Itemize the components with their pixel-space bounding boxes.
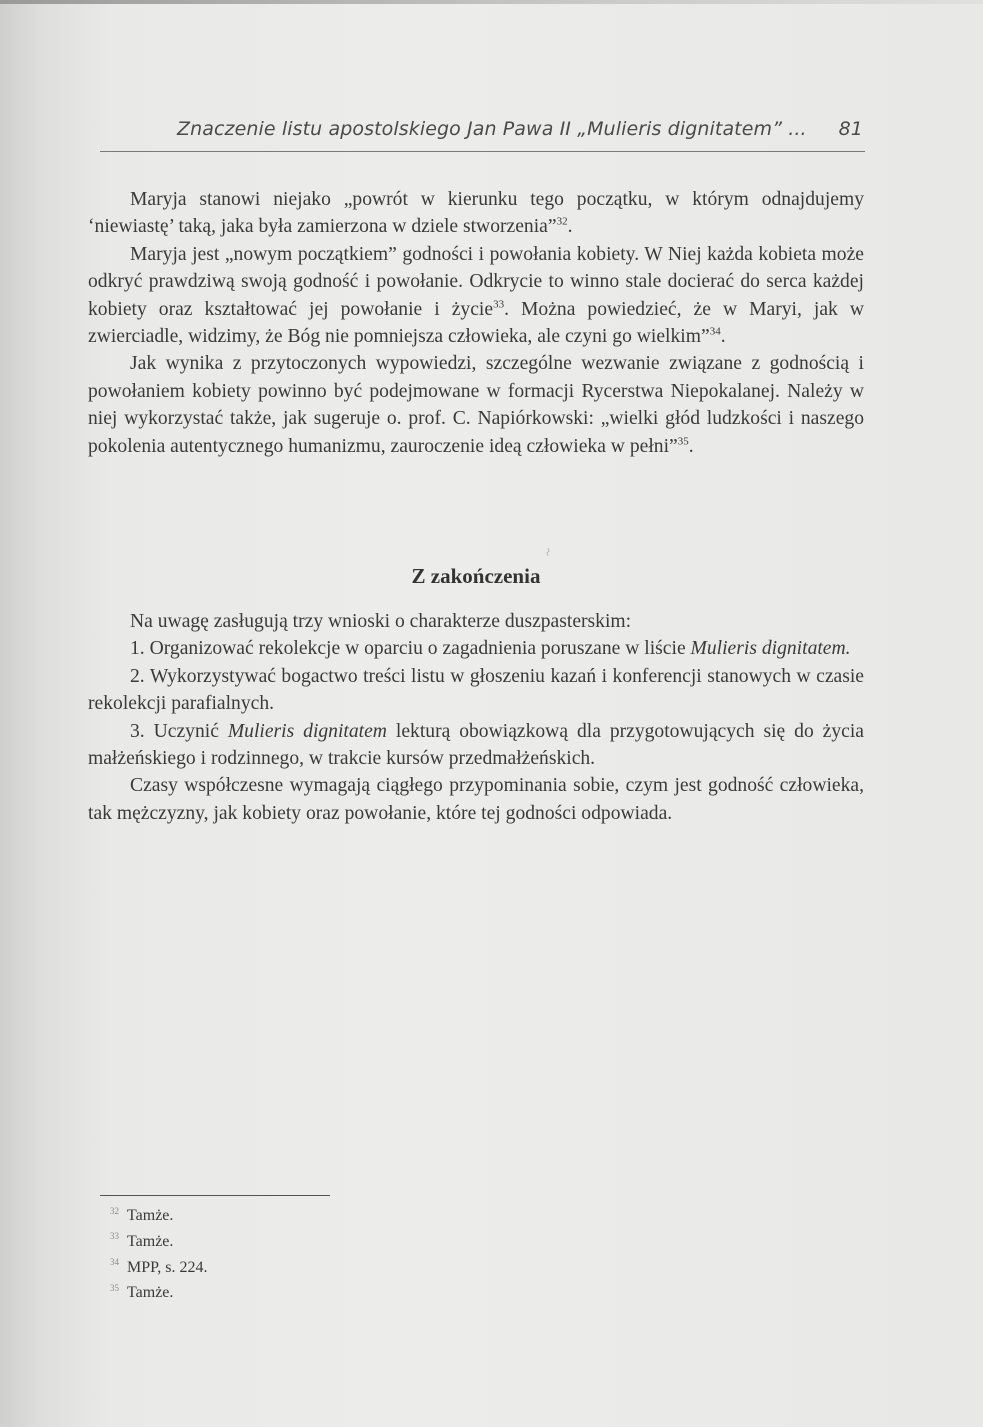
footnote-ref-34: 34 — [709, 325, 721, 338]
footnote-text: Tamże. — [127, 1207, 174, 1224]
footnotes — [110, 1203, 410, 1306]
paragraph-2 — [88, 241, 864, 351]
footnote-ref-32: 32 — [556, 215, 568, 228]
scan-speck — [545, 548, 551, 556]
conclusion-item-3 — [88, 718, 864, 773]
conclusion-item-2: 2. Wykorzystywać bogactwo treści listu w głoszeniu kazań i konferencji stanowych w czasie rekolekcji parafialnych. — [88, 665, 864, 715]
paragraph-3-tail: . — [688, 435, 694, 457]
page-top-edge — [0, 0, 983, 4]
footnote-ref-33: 33 — [493, 298, 505, 311]
conclusion-text — [88, 608, 864, 827]
footnote — [110, 1229, 410, 1255]
paragraph-1-text: Maryja stanowi niejako „powrót w kierunku tego początku, w którym odnajdujemy ‘niewiastę’ taką, jaka była zamierzona w dziele stworzenia” — [88, 189, 864, 238]
running-head — [177, 118, 863, 148]
page-number: 81 — [838, 118, 863, 140]
footnote-text: Tamże. — [127, 1284, 174, 1302]
conclusion-closing: Czasy współczesne wymagają ciągłego przypominania sobie, czym jest godność człowieka, tak mężczyzny, jak kobiety oraz powołanie, które tej godności odpowiada. — [88, 775, 864, 824]
conclusion-item-1-italic: Mulieris dignitatem. — [690, 638, 851, 660]
footnote-number: 32 — [110, 1205, 119, 1216]
header-rule — [100, 151, 865, 152]
paragraph-3-text: Jak wynika z przytoczonych wypowiedzi, szczególne wezwanie związane z godnością i powołaniem kobiety powinno być podejmowane w formacji Rycerstwa Niepokalanej. Należy w niej wykorzystać także, jak sugeruje o. prof. C. Napiórkowski: „wielki głód ludzkości i naszego pokolenia autentycznego humanizmu, zauroczenie ideą człowieka w pełni” — [88, 353, 864, 457]
paragraph-2-tail: . — [720, 326, 726, 348]
running-head-title: Znaczenie listu apostolskiego Jan Pawa II „Mulieris dignitatem” ... — [177, 118, 807, 140]
conclusion-item-1-text: 1. Organizować rekolekcje w oparciu o zagadnienia poruszane w liście — [130, 638, 691, 660]
footnote — [110, 1203, 410, 1229]
paragraph-1-tail: . — [567, 216, 573, 238]
footnote-text: MPP, s. 224. — [127, 1258, 208, 1276]
footnote-number: 35 — [110, 1283, 119, 1294]
paragraph-2-mid: . Można powiedzieć, że w Maryi, jak w zwierciadle, widzimy, że Bóg nie pomniejsza człowieka, ale czyni go wielkim” — [88, 298, 865, 348]
conclusion-item-1 — [88, 635, 864, 662]
footnote — [110, 1255, 410, 1281]
paragraph-1 — [88, 186, 864, 241]
paragraph-2-text: Maryja jest „nowym początkiem” godności i powołania kobiety. W Niej każda kobieta może odkryć prawdziwą swoją godność i powołanie. Odkrycie to winno stale docierać do serca każdej kobiety oraz kształtować jej powołanie i życie — [88, 243, 864, 320]
footnote — [110, 1280, 410, 1306]
section-heading: Z zakończenia — [411, 564, 541, 588]
conclusion-item-3-italic: Mulieris dignitatem — [227, 720, 387, 742]
footnote-rule — [100, 1195, 330, 1196]
footnote-number: 33 — [110, 1231, 119, 1242]
footnote-ref-35: 35 — [677, 435, 689, 448]
paragraph-3 — [88, 350, 864, 460]
footnote-text: Tamże. — [127, 1232, 174, 1250]
conclusion-intro: Na uwagę zasługują trzy wnioski o charakterze duszpasterskim: — [130, 611, 632, 632]
conclusion-item-3-before: 3. Uczynić — [130, 720, 228, 742]
body-text — [88, 186, 864, 460]
footnote-number: 34 — [110, 1257, 119, 1268]
conclusion-item-3-after: lekturą obowiązkową dla przygotowujących się do życia małżeńskiego i rodzinnego, w trakcie kursów przedmałżeńskich. — [88, 720, 865, 770]
